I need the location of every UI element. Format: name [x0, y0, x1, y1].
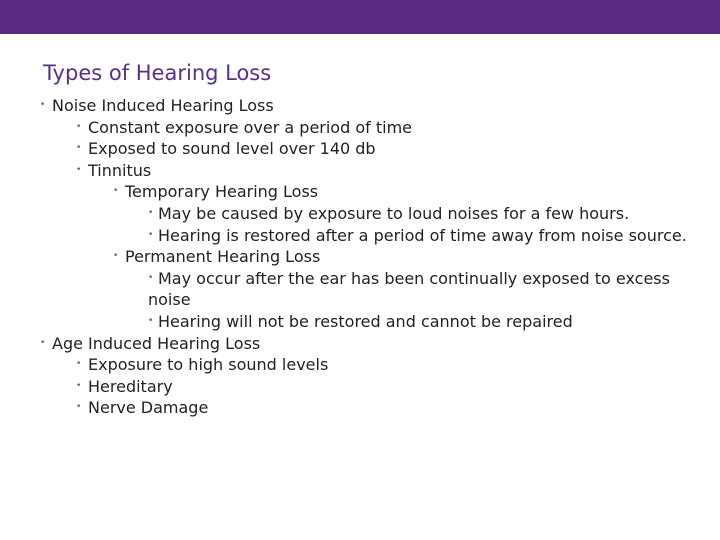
list-item-text: Hearing will not be restored and cannot be repaired: [158, 311, 573, 331]
bullet-icon: •: [76, 121, 82, 132]
header-band: [0, 0, 720, 34]
list-item: [0, 397, 720, 419]
list-item: [0, 160, 720, 182]
bullet-list: [0, 95, 720, 419]
bullet-icon: •: [148, 229, 154, 240]
list-item-text: Nerve Damage: [88, 398, 209, 418]
list-item: [0, 181, 720, 203]
bullet-icon: •: [113, 186, 119, 197]
list-item-text: Age Induced Hearing Loss: [52, 333, 261, 353]
list-item-text: May occur after the ear has been continually exposed to excess noise: [148, 268, 670, 310]
list-item: [0, 246, 720, 268]
list-item: [0, 225, 720, 247]
bullet-icon: •: [148, 207, 154, 218]
bullet-icon: •: [113, 251, 119, 262]
list-item: [0, 376, 720, 398]
bullet-icon: •: [76, 380, 82, 391]
list-item: [0, 311, 720, 333]
list-item-text: Noise Induced Hearing Loss: [52, 96, 274, 115]
list-item-text: Constant exposure over a period of time: [88, 117, 412, 137]
list-item: [0, 203, 720, 225]
page-title: Types of Hearing Loss: [43, 61, 272, 85]
bullet-icon: •: [148, 315, 154, 326]
list-item-text: Permanent Hearing Loss: [125, 247, 321, 267]
bullet-icon: •: [76, 164, 82, 175]
bullet-icon: •: [40, 100, 46, 110]
list-item: [0, 268, 720, 311]
list-item: [0, 354, 720, 376]
bullet-icon: •: [76, 402, 82, 413]
list-item: [0, 95, 720, 117]
list-item-text: Hereditary: [88, 376, 173, 396]
list-item-text: Exposure to high sound levels: [88, 355, 329, 375]
list-item-text: Tinnitus: [88, 160, 152, 180]
bullet-icon: •: [76, 143, 82, 154]
list-item-text: May be caused by exposure to loud noises for a few hours.: [158, 203, 630, 223]
bullet-icon: •: [148, 272, 154, 283]
list-item: [0, 117, 720, 139]
list-item: [0, 333, 720, 355]
list-item: [0, 138, 720, 160]
bullet-icon: •: [76, 359, 82, 370]
list-item-text: Hearing is restored after a period of time away from noise source.: [158, 225, 687, 245]
list-item-text: Temporary Hearing Loss: [125, 182, 319, 202]
bullet-icon: •: [40, 337, 46, 348]
list-item-text: Exposed to sound level over 140 db: [88, 139, 376, 159]
